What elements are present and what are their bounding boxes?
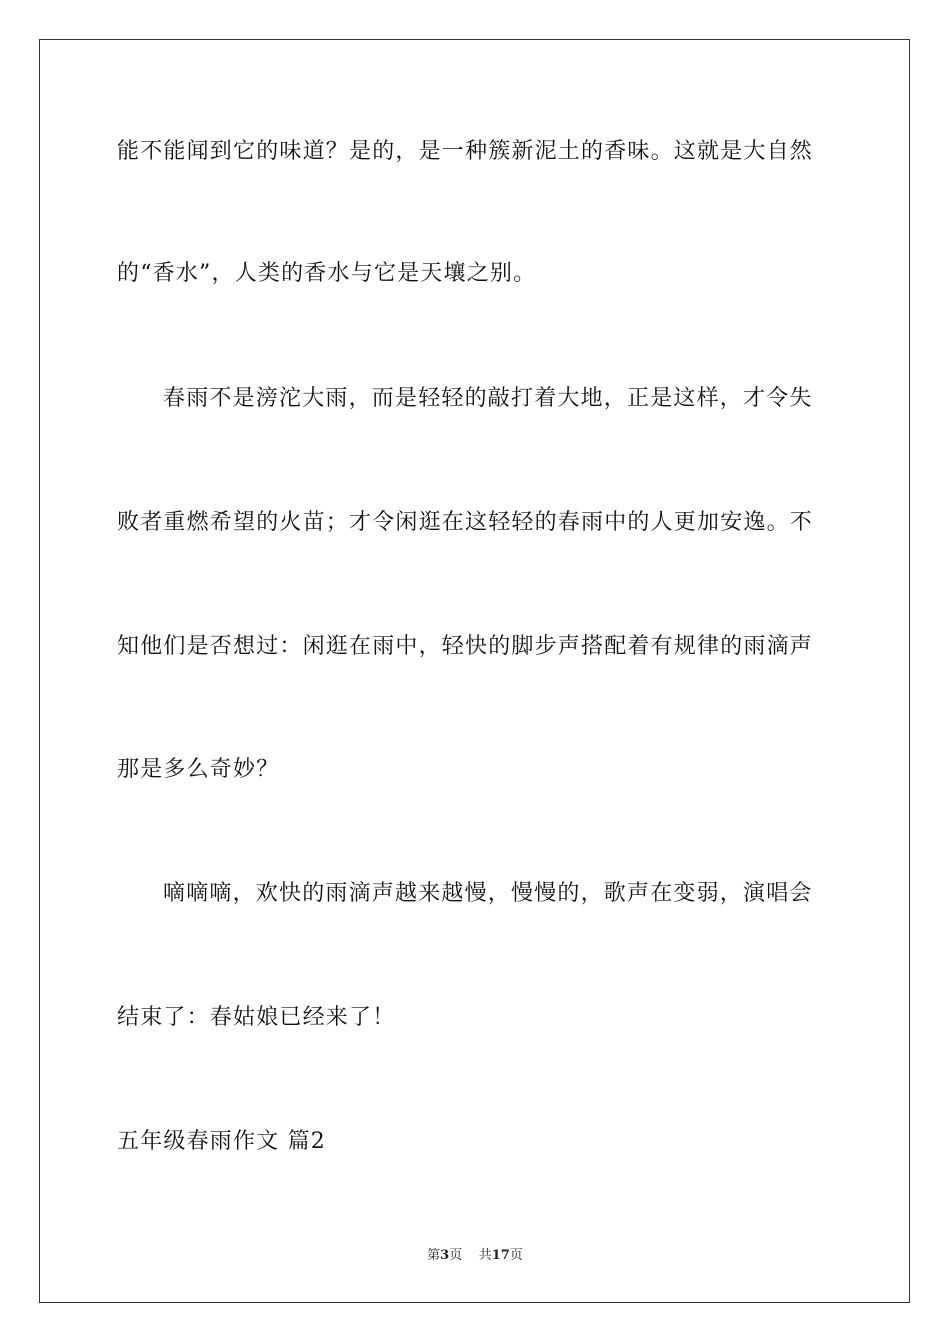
footer-total-prefix: 共 [478, 1248, 492, 1263]
text-line: 败者重燃希望的火苗；才令闲逛在这轻轻的春雨中的人更加安逸。不 [117, 510, 814, 535]
footer-page-number: 3 [440, 1248, 450, 1263]
footer-page-prefix: 第 [427, 1248, 441, 1263]
text-line: 那是多么奇妙？ [117, 757, 280, 782]
text-line: 能不能闻到它的味道？是的，是一种簇新泥土的香味。这就是大自然 [117, 139, 814, 164]
section-heading: 五年级春雨作文 篇2 [117, 1129, 326, 1154]
paragraph-start-line: 嘀嘀嘀，欢快的雨滴声越来越慢，慢慢的，歌声在变弱，演唱会 [163, 881, 813, 906]
footer-total-suffix: 页 [509, 1248, 523, 1263]
page-border [39, 39, 910, 1303]
text-line: 的“香水”，人类的香水与它是天壤之别。 [117, 261, 537, 286]
text-line: 结束了：春姑娘已经来了！ [117, 1005, 396, 1030]
paragraph-start-line: 春雨不是滂沱大雨，而是轻轻的敲打着大地，正是这样，才令失 [163, 386, 813, 411]
text-line: 知他们是否想过：闲逛在雨中，轻快的脚步声搭配着有规律的雨滴声 [117, 634, 814, 659]
footer-total-pages: 17 [491, 1248, 510, 1263]
footer-page-suffix: 页 [449, 1248, 463, 1263]
page-footer [0, 1246, 950, 1266]
